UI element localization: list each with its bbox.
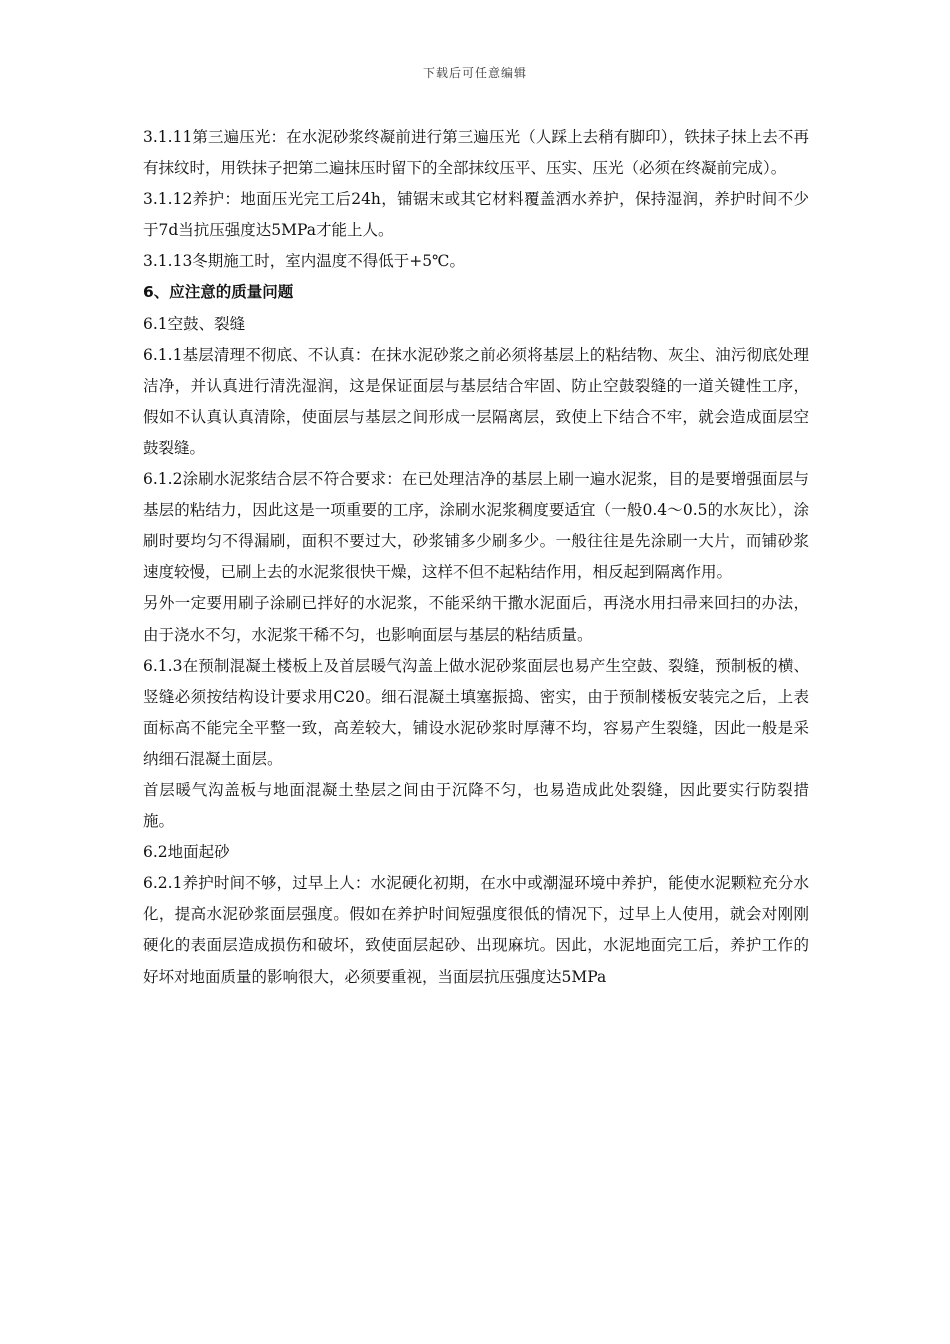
page-header: 下载后可任意编辑 — [422, 66, 527, 80]
subheading-6-2: 6.2地面起砂 — [143, 843, 230, 862]
paragraph-3-1-11: 3.1.11第三遍压光：在水泥砂浆终凝前进行第三遍压光（人踩上去稍有脚印），铁抹子抹上去不再有抹纹时，用铁抹子把第二遍抹压时留下的全部抹纹压平、压实、压光（必须在终凝前完成）。 — [143, 128, 809, 178]
paragraph-6-1-1: 6.1.1基层清理不彻底、不认真：在抹水泥砂浆之前必须将基层上的粘结物、灰尘、油污彻底处理洁净，并认真进行清洗湿润，这是保证面层与基层结合牢固、防止空鼓裂缝的一道关键性工序，假如不认真认真清除，使面层与基层之间形成一层隔离层，致使上下结合不牢，就会造成面层空鼓裂缝。 — [143, 345, 809, 457]
paragraph-6-2-1: 6.2.1养护时间不够，过早上人：水泥硬化初期，在水中或潮湿环境中养护，能使水泥颗粒充分水化，提高水泥砂浆面层强度。假如在养护时间短强度很低的情况下，过早上人使用，就会对刚刚硬化的表面层造成损伤和破坏，致使面层起砂、出现麻坑。因此，水泥地面完工后，养护工作的好坏对地面质量的影响很大，必须要重视，当面层抗压强度达5MPa — [143, 874, 809, 986]
paragraph-6-1-3-extra: 首层暖气沟盖板与地面混凝土垫层之间由于沉降不匀，也易造成此处裂缝，因此要实行防裂措施。 — [143, 780, 809, 831]
section-heading-quality-issues: 6、应注意的质量问题 — [143, 283, 294, 302]
document-body — [143, 122, 809, 993]
paragraph-3-1-12: 3.1.12养护：地面压光完工后24h，铺锯末或其它材料覆盖洒水养护，保持湿润，养护时间不少于7d当抗压强度达5MPa才能上人。 — [143, 190, 809, 240]
subheading-6-1: 6.1空鼓、裂缝 — [143, 314, 246, 333]
paragraph-6-1-3: 6.1.3在预制混凝土楼板上及首层暖气沟盖上做水泥砂浆面层也易产生空鼓、裂缝，预制板的横、竖缝必须按结构设计要求用C20。细石混凝土填塞振捣、密实，由于预制楼板安装完之后，上表面标高不能完全平整一致，高差较大，铺设水泥砂浆时厚薄不均，容易产生裂缝，因此一般是采纳细石混凝土面层。 — [143, 656, 809, 768]
paragraph-6-1-2: 6.1.2涂刷水泥浆结合层不符合要求：在已处理洁净的基层上刷一遍水泥浆，目的是要增强面层与基层的粘结力，因此这是一项重要的工序，涂刷水泥浆稠度要适宜（一般0.4～0.5的水灰比），涂刷时要均匀不得漏刷，面积不要过大，砂浆铺多少刷多少。一般往往是先涂刷一大片，而铺砂浆速度较慢，已刷上去的水泥浆很快干燥，这样不但不起粘结作用，相反起到隔离作用。 — [143, 470, 809, 582]
paragraph-3-1-13: 3.1.13冬期施工时，室内温度不得低于+5℃。 — [143, 252, 465, 271]
paragraph-6-1-2-extra: 另外一定要用刷子涂刷已拌好的水泥浆，不能采纳干撒水泥面后，再浇水用扫帚来回扫的办法，由于浇水不匀，水泥浆干稀不匀，也影响面层与基层的粘结质量。 — [143, 594, 809, 644]
